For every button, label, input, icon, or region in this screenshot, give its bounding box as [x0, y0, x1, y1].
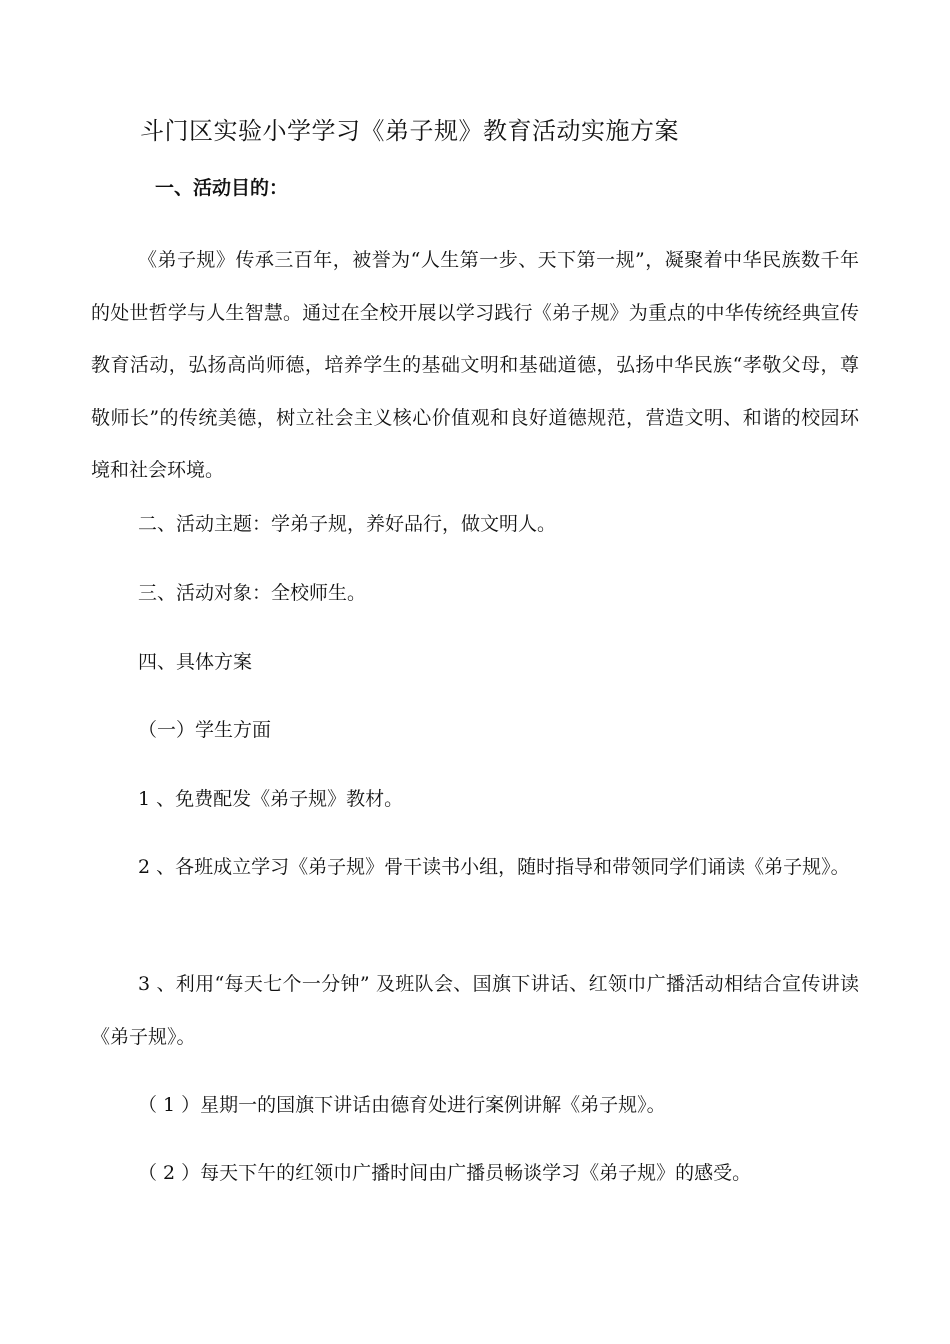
list-item-3: 3 、利用“每天七个一分钟” 及班队会、国旗下讲话、红领巾广播活动相结合宣传讲读《弟子规》。 — [91, 973, 859, 1048]
list-subitem-1: （ 1 ）星期一的国旗下讲话由德育处进行案例讲解《弟子规》。 — [138, 1094, 666, 1116]
section-heading-plan: 四、具体方案 — [138, 651, 253, 673]
section-audience: 三、活动对象：全校师生。 — [138, 582, 367, 604]
list-item-1: 1 、免费配发《弟子规》教材。 — [138, 788, 404, 810]
section-heading-purpose: 一、活动目的： — [155, 177, 289, 199]
section-theme: 二、活动主题：学弟子规，养好品行，做文明人。 — [138, 513, 557, 535]
list-item-2: 2 、各班成立学习《弟子规》骨干读书小组，随时指导和带领同学们诵读《弟子规》。 — [138, 856, 850, 878]
document-title: 斗门区实验小学学习《弟子规》教育活动实施方案 — [140, 117, 679, 145]
section-body-purpose: 《弟子规》传承三百年，被誉为“人生第一步、天下第一规”，凝聚着中华民族数千年的处世哲学与人生智慧。通过在全校开展以学习践行《弟子规》为重点的中华传统经典宣传教育活动，弘扬高尚师德，培养学生的基础文明和基础道德，弘扬中华民族“孝敬父母，尊敬师长”的传统美德，树立社会主义核心价值观和良好道德规范，营造文明、和谐的校园环境和社会环境。 — [91, 249, 859, 481]
subsection-heading-students: （一）学生方面 — [138, 719, 272, 741]
list-subitem-2: （ 2 ）每天下午的红领巾广播时间由广播员畅谈学习《弟子规》的感受。 — [138, 1162, 752, 1184]
